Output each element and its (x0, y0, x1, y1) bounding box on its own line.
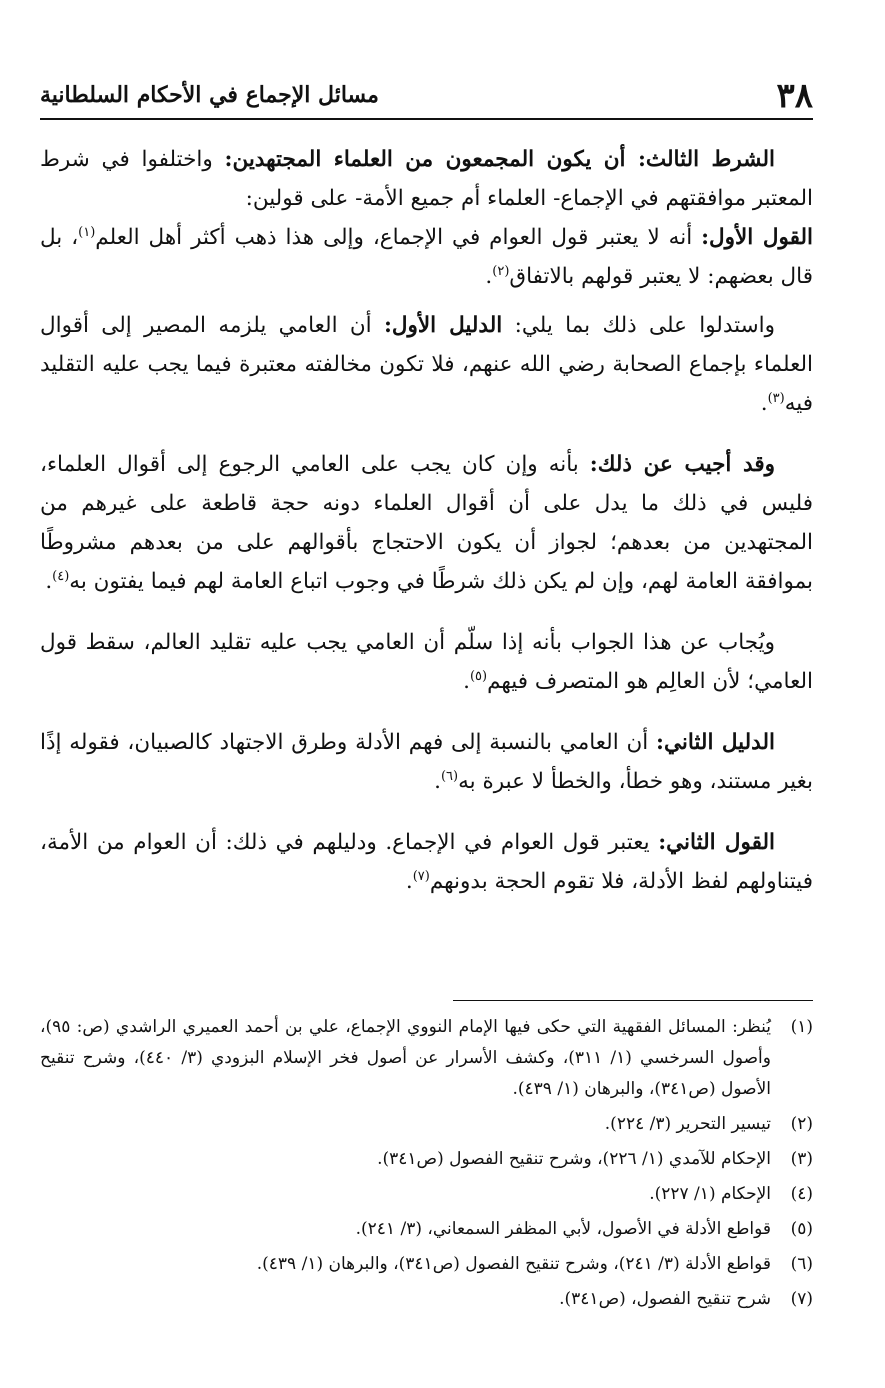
paragraph-heading: القول الأول: (701, 225, 814, 250)
footnote-text: قواطع الأدلة (٣/ ٢٤١)، وشرح تنقيح الفصول (ص٣٤١)، والبرهان (١/ ٤٣٩). (256, 1254, 771, 1274)
footnote-ref[interactable]: (٤) (52, 568, 70, 584)
paragraph-heading: القول الثاني: (658, 830, 775, 855)
paragraph-text: أن العامي بالنسبة إلى فهم الأدلة وطرق الاجتهاد كالصبيان، فقوله إذًا بغير مستند، وهو خطأ، والخطأ لا عبرة به (40, 730, 813, 794)
running-title: مسائل الإجماع في الأحكام السلطانية (40, 82, 379, 108)
footnote-number: (٦) (790, 1254, 813, 1274)
paragraph-text: بأنه وإن كان يجب على العامي الرجوع إلى أقوال العلماء، فليس في ذلك ما يدل على أن أقوال العلماء دونه حجة قاطعة على غيرهم من المجتهدين من بعدهم؛ لجواز أن يكون الاحتجاج بأقوالهم على من بعدهم مشروطًا بموافقة العامة لهم، وإن لم يكن ذلك شرطًا في وجوب اتباع العامة لهم فيما يفتون به (40, 452, 813, 594)
paragraph-text: ، بل قال بعضهم: لا يعتبر قولهم بالاتفاق (40, 225, 813, 289)
footnote-number: (١) (790, 1017, 813, 1037)
footnote-ref[interactable]: (٧) (412, 868, 430, 884)
footnote-text: يُنظر: المسائل الفقهية التي حكى فيها الإمام النووي الإجماع، علي بن أحمد العميري الراشدي (ص: ٩٥)، وأصول السرخسي (١/ ٣١١)، وكشف الأسرار عن أصول فخر الإسلام البزودي (٣/ ٤٤٠)، وشرح تنقيح الأصول (ص٣٤١)، والبرهان (١/ ٤٣٩). (40, 1017, 771, 1099)
paragraph-text: أنه لا يعتبر قول العوام في الإجماع، وإلى هذا ذهب أكثر أهل العلم (95, 225, 702, 250)
paragraph-rebuttal (40, 623, 813, 701)
paragraph-end: . (463, 669, 470, 694)
footnote-number: (٧) (790, 1289, 813, 1309)
footnote (40, 1012, 813, 1105)
paragraph-heading: وقد أجيب عن ذلك: (589, 452, 776, 477)
paragraph-text: ويُجاب عن هذا الجواب بأنه إذا سلّم أن العامي يجب عليه تقليد العالم، سقط قول العامي؛ لأن العالِم هو المتصرف فيهم (40, 630, 813, 694)
footnotes (40, 1012, 813, 1319)
paragraph-end: . (485, 264, 493, 289)
footnote-ref[interactable]: (٢) (492, 263, 510, 279)
paragraph-second-opinion (40, 823, 813, 901)
paragraph-end: . (405, 869, 413, 894)
footnote (40, 1214, 813, 1245)
footnote-separator (453, 1000, 813, 1001)
footnote (40, 1284, 813, 1315)
footnote-number: (٣) (790, 1149, 813, 1169)
footnote (40, 1109, 813, 1140)
paragraph-end: . (760, 391, 768, 416)
paragraph-response (40, 445, 813, 601)
page-header (40, 70, 813, 120)
footnote (40, 1179, 813, 1210)
paragraph-text: أن العامي يلزمه المصير إلى أقوال العلماء بإجماع الصحابة رضي الله عنهم، فلا تكون مخالفته معتبرة فيما يجب عليه التقليد فيه (40, 313, 813, 416)
footnote (40, 1249, 813, 1280)
footnote-ref[interactable]: (٣) (767, 390, 785, 406)
paragraph-evidence-one (40, 306, 813, 423)
paragraph-heading: الدليل الأول: (383, 313, 503, 338)
main-text (40, 140, 813, 911)
footnote-number: (٢) (790, 1114, 813, 1134)
footnote-text: الإحكام للآمدي (١/ ٢٢٦)، وشرح تنقيح الفصول (ص٣٤١). (377, 1149, 771, 1169)
paragraph-text: واستدلوا على ذلك بما يلي: (502, 313, 775, 338)
footnote-ref[interactable]: (١) (78, 224, 96, 240)
footnote-text: قواطع الأدلة في الأصول، لأبي المظفر السمعاني، (٣/ ٢٤١). (355, 1219, 771, 1239)
footnote-ref[interactable]: (٥) (469, 668, 488, 684)
page-number: ٣٨ (776, 76, 813, 116)
paragraph-heading: الشرط الثالث: أن يكون المجمعون من العلماء المجتهدين: (224, 147, 775, 172)
paragraph-end: . (434, 769, 441, 794)
footnote-number: (٥) (790, 1219, 813, 1239)
footnote (40, 1144, 813, 1175)
paragraph-text: واختلفوا في شرط المعتبر موافقتهم في الإجماع- العلماء أم جميع الأمة- على قولين: (40, 147, 813, 211)
footnote-text: تيسير التحرير (٣/ ٢٢٤). (604, 1114, 771, 1134)
footnote-text: شرح تنقيح الفصول، (ص٣٤١). (559, 1289, 771, 1309)
paragraph-text: يعتبر قول العوام في الإجماع. ودليلهم في ذلك: أن العوام من الأمة، فيتناولهم لفظ الأدلة، فلا تقوم الحجة بدونهم (40, 830, 813, 894)
paragraph-heading: الدليل الثاني: (656, 730, 775, 755)
footnote-text: الإحكام (١/ ٢٢٧). (649, 1184, 771, 1204)
paragraph-condition-three (40, 140, 813, 296)
paragraph-end: . (45, 569, 53, 594)
footnote-number: (٤) (790, 1184, 813, 1204)
footnote-ref[interactable]: (٦) (440, 768, 459, 784)
paragraph-evidence-two (40, 723, 813, 801)
